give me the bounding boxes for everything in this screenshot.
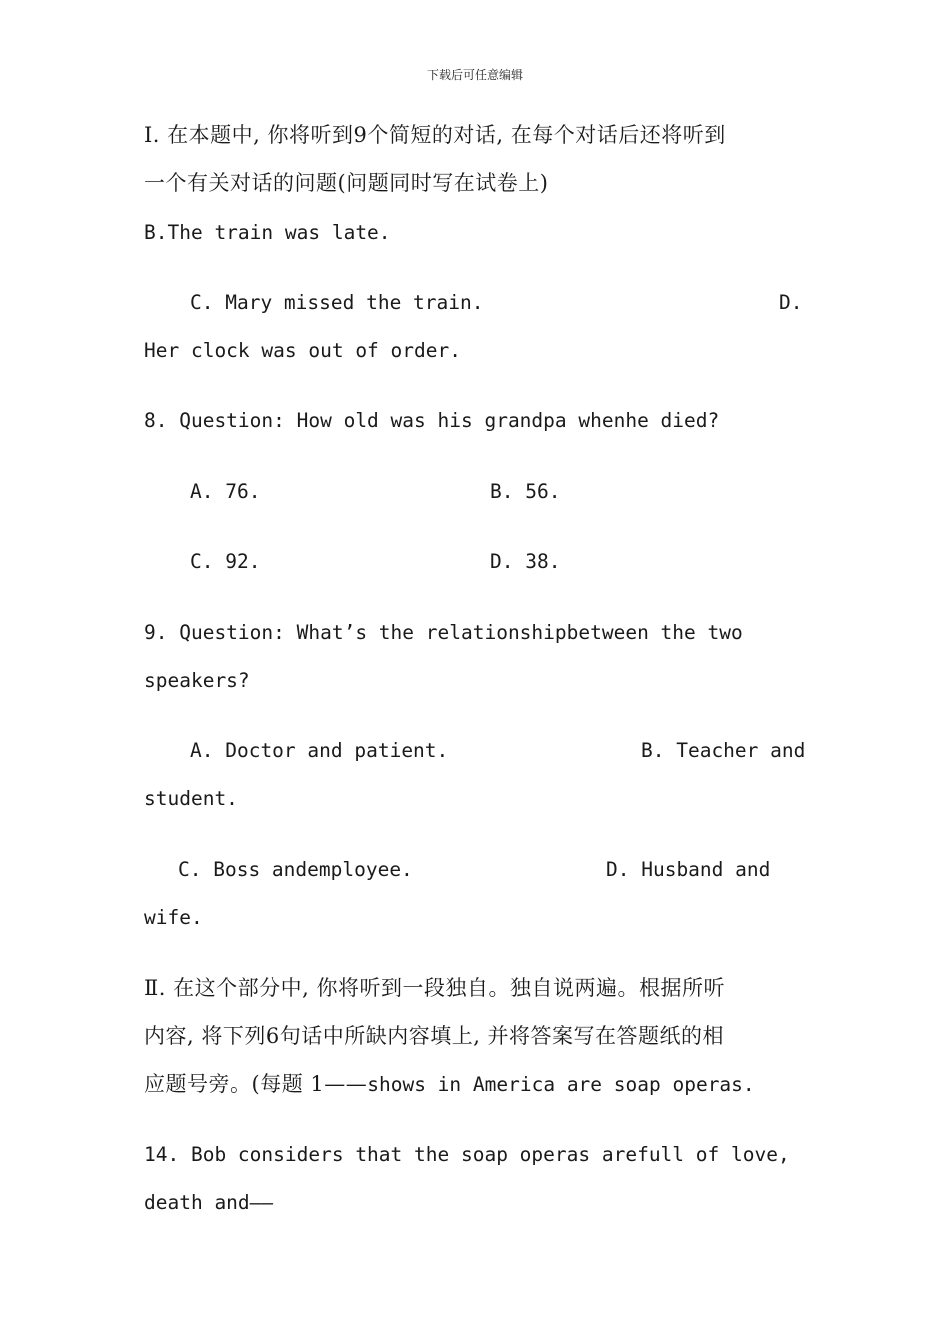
section2-heading-line2: 内容, 将下列6句话中所缺内容填上, 并将答案写在答题纸的相 xyxy=(144,1024,725,1048)
q14-line2: death and—— xyxy=(144,1191,274,1214)
q9-question-line2: speakers? xyxy=(144,669,250,692)
q8-option-a: A. 76. xyxy=(190,480,261,503)
q7-option-d-text: Her clock was out of order. xyxy=(144,339,461,362)
q9-option-a: A. Doctor and patient. xyxy=(190,739,449,762)
section2-heading-line3-en: shows in America are soap operas. xyxy=(367,1073,755,1096)
section1-heading-line2: 一个有关对话的问题(问题同时写在试卷上) xyxy=(144,171,549,195)
section2-heading-line1: Ⅱ. 在这个部分中, 你将听到一段独自。独自说两遍。根据所听 xyxy=(144,976,725,1000)
q9-option-d-line1: D. Husband and xyxy=(606,858,771,881)
q7-option-c: C. Mary missed the train. xyxy=(190,291,484,314)
q9-option-c: C. Boss andemployee. xyxy=(178,858,413,881)
section1-heading-line1: I. 在本题中, 你将听到9个简短的对话, 在每个对话后还将听到 xyxy=(144,123,726,147)
q8-option-d: D. 38. xyxy=(490,550,561,573)
q8-question: 8. Question: How old was his grandpa whenhe died? xyxy=(144,409,720,432)
q9-option-d-line2: wife. xyxy=(144,906,203,929)
q8-option-c: C. 92. xyxy=(190,550,261,573)
section2-heading-line3-cn: 应题号旁。(每题 1—— xyxy=(144,1072,368,1096)
q7-option-b: B.The train was late. xyxy=(144,221,391,244)
q8-option-b: B. 56. xyxy=(490,480,561,503)
q14-line1: 14. Bob considers that the soap operas arefull of love, xyxy=(144,1143,790,1166)
page-header: 下载后可任意编辑 xyxy=(426,68,523,82)
q7-option-d-letter: D. xyxy=(779,291,803,314)
q9-option-b-line2: student. xyxy=(144,787,238,810)
section2-heading-line3 xyxy=(144,1072,755,1097)
q9-question-line1: 9. Question: What’s the relationshipbetween the two xyxy=(144,621,743,644)
q9-option-b-line1: B. Teacher and xyxy=(641,739,806,762)
